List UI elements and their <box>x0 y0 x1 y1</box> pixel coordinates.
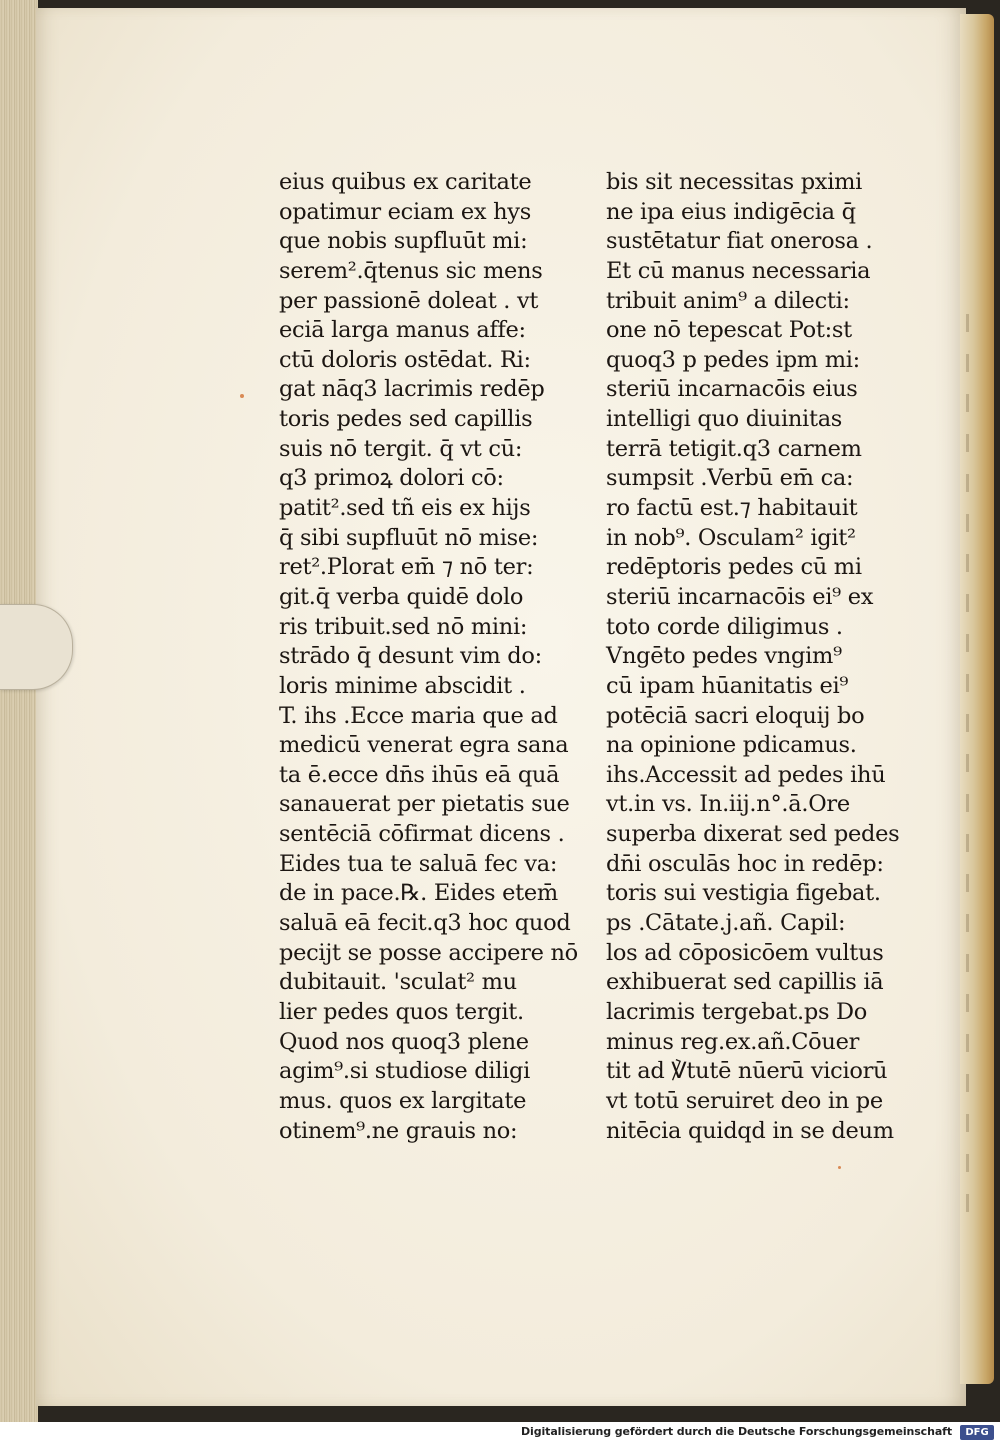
text-line: toto corde diligimus . <box>606 613 843 640</box>
text-line: ps .Cātate.j.añ. Capil: <box>606 910 846 937</box>
text-line: toris sui vestigia figebat. <box>606 880 881 907</box>
text-line: tit ad ℣tutē nūerū viciorū <box>606 1058 888 1085</box>
text-line: sanauerat per pietatis sue <box>279 791 570 818</box>
text-line: na opinione pdicamus. <box>606 732 857 759</box>
text-line: patit².sed tñ eis ex hijs <box>279 495 531 522</box>
text-line: cū ipam hūanitatis ei⁹ <box>606 672 849 699</box>
text-line: vt.in vs. In.iij.n°.ā.Ore <box>606 791 850 818</box>
text-line: lacrimis tergebat.ps Do <box>606 998 868 1025</box>
text-line: eius quibus ex caritate <box>279 169 532 195</box>
text-line: git.q̄ verba quidē dolo <box>279 583 524 610</box>
text-line: per passionē doleat . vt <box>279 287 539 314</box>
text-line: tribuit anim⁹ a dilecti: <box>606 287 850 314</box>
text-line: steriū incarnacōis eius <box>606 376 858 403</box>
text-line: potēciā sacri eloquij bo <box>606 702 865 729</box>
text-line: ro factū est.⁊ habitauit <box>606 495 858 522</box>
text-line: Et cū manus necessaria <box>606 257 871 284</box>
paper-bookmark-tab <box>0 604 73 690</box>
text-line: opatimur eciam ex hys <box>279 198 531 225</box>
book-right-page-edges <box>960 14 994 1384</box>
text-line: q̄ sibi supfluūt nō mise: <box>279 524 539 551</box>
text-line: nitēcia quidqd in se deum <box>606 1117 894 1144</box>
paper-stain <box>838 1166 841 1169</box>
text-line: superba dixerat sed pedes <box>606 821 900 848</box>
book-left-page-edges <box>0 0 38 1422</box>
text-line: Vngēto pedes vngim⁹ <box>606 643 842 670</box>
text-line: ta ē.ecce dn̄s ihūs eā quā <box>279 761 560 788</box>
footer-bar <box>0 1422 1000 1444</box>
text-line: toris pedes sed capillis <box>279 406 533 433</box>
text-line: pecijt se posse accipere nō <box>279 939 578 966</box>
text-line: agim⁹.si studiose diligi <box>279 1058 531 1085</box>
text-line: dubitauit. 'sculat² mu <box>279 969 517 996</box>
text-line: in nob⁹. Osculam² igit² <box>606 524 856 551</box>
text-line: strādo q̄ desunt vim do: <box>279 643 542 670</box>
text-line: loris minime abscidit . <box>279 672 526 699</box>
text-line: serem².q̄tenus sic mens <box>279 257 543 284</box>
text-line: bis sit necessitas pximi <box>606 169 863 195</box>
text-line: redēptoris pedes cū mi <box>606 554 862 581</box>
text-line: sumpsit .Verbū em̄ ca: <box>606 465 854 492</box>
text-column-left <box>279 168 579 1146</box>
paper-stain <box>240 394 244 398</box>
text-line: de in pace.℞. Eides etem̄ <box>279 880 558 907</box>
text-line: mus. quos ex largitate <box>279 1087 527 1114</box>
text-line: ret².Plorat em̄ ⁊ nō ter: <box>279 554 534 581</box>
text-line: ne ipa eius indigēcia q̄ <box>606 198 856 225</box>
text-line: dn̄i osculās hoc in redēp: <box>606 850 884 877</box>
text-line: minus reg.ex.añ.Cōuer <box>606 1028 860 1055</box>
text-line: vt totū seruiret deo in pe <box>606 1087 883 1114</box>
text-line: quoq3 p pedes ipm mi: <box>606 346 860 373</box>
text-line: los ad cōposicōem vultus <box>606 939 884 966</box>
text-line: eciā larga manus affe: <box>279 317 526 344</box>
text-line: one nō tepescat Pot:st <box>606 317 852 344</box>
text-line: otinem⁹.ne grauis no: <box>279 1117 518 1144</box>
text-line: intelligi quo diuinitas <box>606 406 843 433</box>
text-line: saluā eā fecit.q3 hoc quod <box>279 910 571 937</box>
text-line: suis nō tergit. q̄ vt cū: <box>279 435 523 462</box>
text-line: T. ihs .Ecce maria que ad <box>279 702 558 729</box>
text-line: gat nāq3 lacrimis redēp <box>279 376 545 403</box>
text-line: Eides tua te saluā fec va: <box>279 850 558 877</box>
text-line: que nobis supfluūt mi: <box>279 228 528 255</box>
text-line: ihs.Accessit ad pedes ihū <box>606 761 886 788</box>
text-line: steriū incarnacōis ei⁹ ex <box>606 583 874 610</box>
text-line: sentēciā cōfirmat dicens . <box>279 821 565 848</box>
text-column-right <box>606 168 906 1146</box>
text-line: ris tribuit.sed nō mini: <box>279 613 528 640</box>
text-line: sustētatur fiat onerosa . <box>606 228 873 255</box>
dfg-logo: DFG <box>960 1425 994 1440</box>
text-line: exhibuerat sed capillis iā <box>606 969 884 996</box>
text-line: lier pedes quos tergit. <box>279 998 524 1025</box>
text-line: ctū doloris ostēdat. Ri: <box>279 346 531 373</box>
funding-credit: Digitalisierung gefördert durch die Deutsche Forschungsgemeinschaft <box>521 1425 952 1438</box>
text-line: medicū venerat egra sana <box>279 732 569 759</box>
text-line: terrā tetigit.q3 carnem <box>606 435 862 462</box>
text-line: q3 primoꝝ dolori cō: <box>279 465 504 492</box>
text-line: Quod nos quoq3 plene <box>279 1028 529 1055</box>
